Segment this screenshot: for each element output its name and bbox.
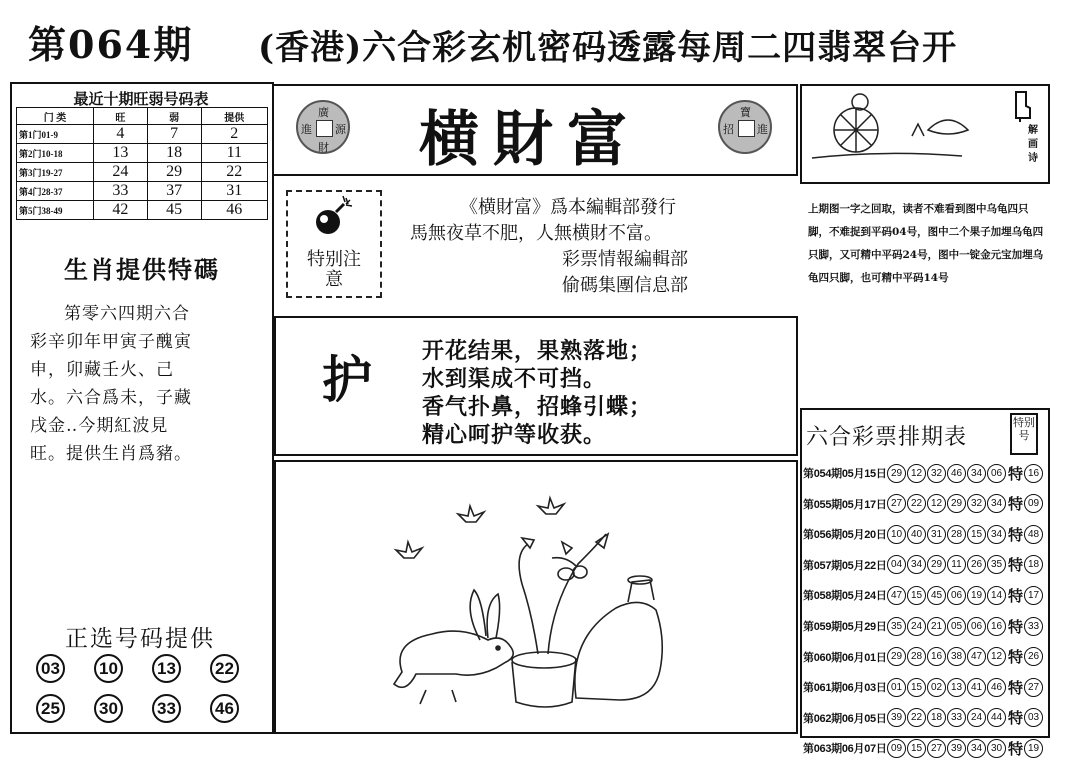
draw-date: 第057期05月22日 <box>803 559 887 572</box>
special-number: 26 <box>1024 647 1043 666</box>
special-mark: 特 <box>1008 526 1024 544</box>
draw-number: 12 <box>927 494 946 513</box>
provided-value: 31 <box>201 182 267 201</box>
draw-number: 12 <box>987 647 1006 666</box>
hot-value: 33 <box>94 182 148 201</box>
issue-number: 第064期 <box>28 22 194 67</box>
notice-label: 特别注意 <box>307 249 361 290</box>
draw-number: 32 <box>927 464 946 483</box>
draw-number: 30 <box>987 739 1006 758</box>
draw-number: 13 <box>947 678 966 697</box>
draw-number: 15 <box>907 739 926 758</box>
draw-number: 31 <box>927 525 946 544</box>
hot-value: 24 <box>94 163 148 182</box>
row-label: 第2门10-18 <box>17 144 94 163</box>
special-number-header: 特别号 <box>1010 413 1038 455</box>
hot-value: 4 <box>94 125 148 144</box>
draw-number: 46 <box>947 464 966 483</box>
draw-number: 04 <box>887 555 906 574</box>
draw-number: 12 <box>907 464 926 483</box>
provided-value: 46 <box>201 201 267 220</box>
poem-line: 香气扑鼻，招蜂引蝶； <box>422 395 653 420</box>
special-number: 16 <box>1024 464 1043 483</box>
schedule-row <box>803 737 1044 759</box>
cold-value: 37 <box>147 182 201 201</box>
draw-date: 第063期06月07日 <box>803 743 887 756</box>
bomb-icon <box>288 192 380 242</box>
puzzle-picture-box <box>274 460 798 734</box>
schedule-row <box>803 646 1044 668</box>
poem-text <box>422 338 652 450</box>
draw-number: 45 <box>927 586 946 605</box>
schedule-row <box>803 707 1044 729</box>
special-number: 48 <box>1024 525 1043 544</box>
pointing-hand-icon <box>1010 90 1036 124</box>
draw-number: 15 <box>907 586 926 605</box>
draw-date: 第061期06月03日 <box>803 682 887 695</box>
pick-number: 22 <box>210 654 239 683</box>
draw-number: 14 <box>987 586 1006 605</box>
table-row <box>17 144 268 163</box>
draw-number: 29 <box>947 494 966 513</box>
clue-text: 上期图一字之回取，读者不难看到图中乌龟四只脚，不难捉到平码04号，图中二个果子加埋乌龟四只脚，又可精中平码24号，图中一锭金元宝加埋乌龟四只脚，也可精中平码14号 <box>808 203 1044 284</box>
provided-value: 22 <box>201 163 267 182</box>
pick-title: 正选号码提供 <box>65 626 215 652</box>
draw-number: 28 <box>947 525 966 544</box>
schedule-row <box>803 523 1044 545</box>
draw-number: 05 <box>947 617 966 636</box>
poem-line: 水到渠成不可挡。 <box>422 367 607 392</box>
draw-number: 34 <box>967 739 986 758</box>
table-row <box>17 125 268 144</box>
provided-value: 2 <box>201 125 267 144</box>
row-label: 第4门28-37 <box>17 182 94 201</box>
special-mark: 特 <box>1008 496 1024 514</box>
pick-number: 46 <box>210 694 239 723</box>
special-mark: 特 <box>1008 740 1024 758</box>
schedule-row <box>803 676 1044 698</box>
draw-number: 39 <box>947 739 966 758</box>
cold-value: 7 <box>147 125 201 144</box>
draw-number: 09 <box>887 739 906 758</box>
special-mark: 特 <box>1008 679 1024 697</box>
draw-number: 29 <box>887 464 906 483</box>
page-title: (香港)六合彩玄机密码透露每周二四翡翠台开 <box>258 28 958 68</box>
draw-number: 24 <box>967 708 986 727</box>
intro-line: 馬無夜草不肥，人無横財不富。 <box>410 223 662 244</box>
pick-number: 25 <box>36 694 65 723</box>
zodiac-line: 申，卯藏壬火、己 <box>30 360 174 380</box>
table-header-cell: 旺 <box>94 108 148 125</box>
draw-number: 34 <box>967 464 986 483</box>
draw-number: 29 <box>927 555 946 574</box>
draw-number: 22 <box>907 494 926 513</box>
draw-number: 34 <box>987 494 1006 513</box>
draw-number: 10 <box>887 525 906 544</box>
draw-number: 29 <box>887 647 906 666</box>
cold-value: 45 <box>147 201 201 220</box>
draw-date: 第059期05月29日 <box>803 621 887 633</box>
hot-value: 13 <box>94 144 148 163</box>
schedule-row <box>803 493 1044 515</box>
schedule-row <box>803 615 1044 637</box>
special-number: 18 <box>1024 555 1043 574</box>
draw-number: 44 <box>987 708 1006 727</box>
coin-right-icon: 寶 招 進 <box>718 100 772 154</box>
draw-date: 第062期06月05日 <box>803 712 887 725</box>
draw-number: 11 <box>947 555 966 574</box>
schedule-row <box>803 462 1044 484</box>
draw-number: 06 <box>987 464 1006 483</box>
special-number: 17 <box>1024 586 1043 605</box>
draw-number: 19 <box>967 586 986 605</box>
draw-number: 33 <box>947 708 966 727</box>
intro-text <box>410 195 790 299</box>
zodiac-line: 水。六合爲未，子藏 <box>30 388 192 408</box>
draw-date: 第054期05月15日 <box>803 468 887 480</box>
draw-number: 46 <box>987 678 1006 697</box>
special-number: 03 <box>1024 708 1043 727</box>
intro-line: 彩票情報編輯部 <box>562 249 688 270</box>
poem-line: 开花结果，果熟落地； <box>422 339 653 364</box>
draw-number: 34 <box>907 555 926 574</box>
draw-date: 第055期05月17日 <box>803 498 887 511</box>
cold-value: 18 <box>147 144 201 163</box>
hot-value: 42 <box>94 201 148 220</box>
draw-number: 06 <box>947 586 966 605</box>
draw-number: 35 <box>887 617 906 636</box>
draw-number: 34 <box>987 525 1006 544</box>
zodiac-line: 第零六四期六合 <box>64 304 190 324</box>
table-row <box>17 201 268 220</box>
draw-number: 28 <box>907 647 926 666</box>
special-number: 19 <box>1024 739 1043 758</box>
draw-number: 06 <box>967 617 986 636</box>
draw-number: 18 <box>927 708 946 727</box>
draw-number: 41 <box>967 678 986 697</box>
row-label: 第3门19-27 <box>17 163 94 182</box>
special-mark: 特 <box>1008 710 1024 728</box>
coin-left-icon: 廣 進 源 財 <box>296 100 350 154</box>
intro-line: 《横財富》爲本編輯部發行 <box>460 197 676 218</box>
table-header-cell: 提供 <box>201 108 267 125</box>
draw-number: 40 <box>907 525 926 544</box>
hot-cold-table <box>16 107 268 220</box>
zodiac-line: 彩辛卯年甲寅子醜寅 <box>30 332 192 352</box>
special-mark: 特 <box>1008 587 1024 605</box>
draw-date: 第060期06月01日 <box>803 651 887 664</box>
draw-number: 47 <box>887 586 906 605</box>
pick-number: 13 <box>152 654 181 683</box>
zodiac-text <box>30 300 246 468</box>
draw-number: 15 <box>907 678 926 697</box>
draw-number: 27 <box>887 494 906 513</box>
schedule-title: 六合彩票排期表 <box>806 425 968 450</box>
zodiac-line: 旺。提供生肖爲豬。 <box>30 444 192 464</box>
draw-number: 16 <box>927 647 946 666</box>
special-mark: 特 <box>1008 465 1024 483</box>
turtle-coin-illustration <box>802 86 1022 182</box>
pick-number: 03 <box>36 654 65 683</box>
zodiac-line: 戌金‥今期紅波見 <box>30 416 169 436</box>
magazine-title: 横財富 <box>419 105 641 175</box>
draw-number: 39 <box>887 708 906 727</box>
row-label: 第1门01-9 <box>17 125 94 144</box>
draw-number: 24 <box>907 617 926 636</box>
table-row <box>17 163 268 182</box>
special-mark: 特 <box>1008 649 1024 667</box>
draw-number: 32 <box>967 494 986 513</box>
table-header-cell: 弱 <box>147 108 201 125</box>
draw-number: 26 <box>967 555 986 574</box>
pick-number: 10 <box>94 654 123 683</box>
cold-value: 29 <box>147 163 201 182</box>
draw-number: 38 <box>947 647 966 666</box>
pick-number: 33 <box>152 694 181 723</box>
draw-number: 22 <box>907 708 926 727</box>
solve-label: 解画诗 <box>1028 125 1038 164</box>
hot-table-title: 最近十期旺弱号码表 <box>73 90 209 108</box>
table-header-row <box>17 108 268 125</box>
special-number: 09 <box>1024 494 1043 513</box>
draw-number: 47 <box>967 647 986 666</box>
draw-date: 第058期05月24日 <box>803 590 887 603</box>
poem-line: 精心呵护等收获。 <box>422 423 607 448</box>
zodiac-title: 生肖提供特碼 <box>64 256 220 284</box>
rabbit-tree-illustration <box>276 462 796 732</box>
pick-number: 30 <box>94 694 123 723</box>
provided-value: 11 <box>201 144 267 163</box>
schedule-row <box>803 554 1044 576</box>
draw-number: 15 <box>967 525 986 544</box>
table-row <box>17 182 268 201</box>
intro-line: 偷碼集團信息部 <box>562 275 688 296</box>
draw-number: 01 <box>887 678 906 697</box>
special-number: 27 <box>1024 678 1043 697</box>
special-mark: 特 <box>1008 557 1024 575</box>
draw-number: 21 <box>927 617 946 636</box>
draw-number: 16 <box>987 617 1006 636</box>
draw-number: 35 <box>987 555 1006 574</box>
special-number: 33 <box>1024 617 1043 636</box>
draw-number: 27 <box>927 739 946 758</box>
schedule-row <box>803 584 1044 606</box>
draw-date: 第056期05月20日 <box>803 529 887 542</box>
poem-keyword: 护 <box>322 351 372 409</box>
special-mark: 特 <box>1008 618 1024 636</box>
draw-number: 02 <box>927 678 946 697</box>
row-label: 第5门38-49 <box>17 201 94 220</box>
table-header-cell: 门 类 <box>17 108 94 125</box>
